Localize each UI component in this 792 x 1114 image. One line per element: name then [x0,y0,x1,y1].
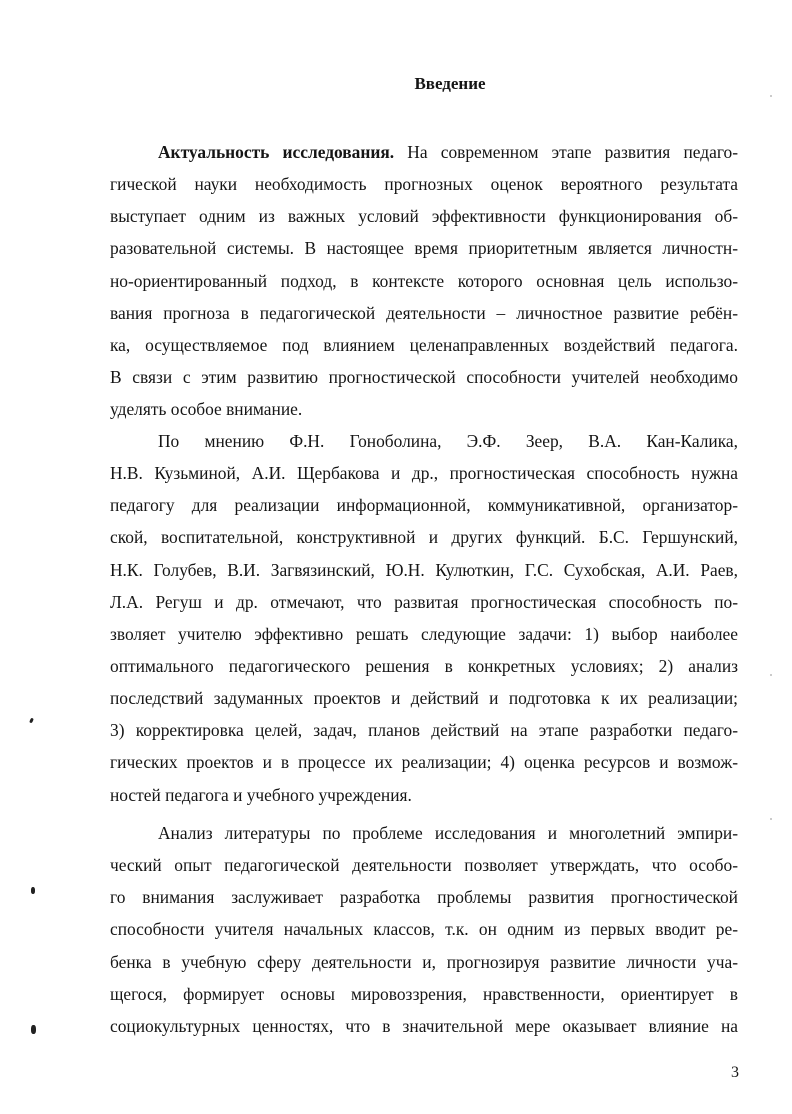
text-line: Анализ литературы по проблеме исследования и многолетний эмпири- [158,823,738,843]
text-line: Н.В. Кузьминой, А.И. Щербакова и др., прогностическая способность нужна [110,463,738,484]
page-title: Введение [414,74,486,93]
scan-speck [770,674,772,676]
scan-speck [770,95,772,97]
text-line: По мнению Ф.Н. Гоноболина, Э.Ф. Зеер, В.А. Кан-Калика, [158,431,738,451]
text-line: ской, воспитательной, конструктивной и других функций. Б.С. Гершунский, [110,527,738,548]
paragraph-relevance [110,136,738,425]
scan-speck [770,818,772,820]
text-line: но-ориентированный подход, в контексте которого основная цель использо- [110,270,738,291]
text-line: щегося, формирует основы мировоззрения, нравственности, ориентирует в [110,983,738,1004]
text-line: го внимания заслуживает разработка проблемы развития прогностической [110,887,738,908]
text-line: способности учителя начальных классов, т.к. он одним из первых вводит ре- [110,919,738,940]
text-line: гических проектов и в процессе их реализации; 4) оценка ресурсов и возмож- [110,752,738,773]
text-line: Л.А. Регуш и др. отмечают, что развитая прогностическая способность по- [110,591,738,612]
paragraph-opinions [110,425,738,811]
text-line: ностей педагога и учебного учреждения. [110,784,412,805]
text-line: ка, осуществляемое под влиянием целенаправленных воздействий педагога. [110,334,738,355]
text-line: разовательной системы. В настоящее время приоритетным является личностн- [110,238,738,259]
text-line: бенка в учебную сферу деятельности и, прогнозируя развитие личности уча- [110,951,738,972]
text-line: социокультурных ценностях, что в значительной мере оказывает влияние на [110,1015,738,1036]
text-line: ческий опыт педагогической деятельности позволяет утверждать, что особо- [110,855,738,876]
lead-bold: Актуальность исследования. [158,142,395,162]
text-line: выступает одним из важных условий эффективности функционирования об- [110,206,738,227]
paragraph-analysis [110,817,738,1042]
text-line: вания прогноза в педагогической деятельности – личностное развитие ребён- [110,302,738,323]
scan-speck [29,718,34,724]
text-line: В связи с этим развитию прогностической способности учителей необходимо [110,366,738,387]
text-line: Актуальность исследования. На современном этапе развития педаго- [158,142,738,162]
text-line: Н.К. Голубев, В.И. Загвязинский, Ю.Н. Кулюткин, Г.С. Сухобская, А.И. Раев, [110,559,738,580]
text-line: оптимального педагогического решения в конкретных условиях; 2) анализ [110,655,738,676]
text-line: педагогу для реализации информационной, коммуникативной, организатор- [110,495,738,516]
text-line: гической науки необходимость прогнозных оценок вероятного результата [110,174,738,195]
text-line: последствий задуманных проектов и действий и подготовка к их реализации; [110,688,738,709]
scan-speck [31,887,35,894]
text-line: уделять особое внимание. [110,399,303,420]
text-line: зволяет учителю эффективно решать следующие задачи: 1) выбор наиболее [110,623,738,644]
page-number: 3 [731,1064,739,1081]
scan-speck [31,1025,36,1034]
text-line: 3) корректировка целей, задач, планов действий на этапе разработки педаго- [110,720,738,741]
